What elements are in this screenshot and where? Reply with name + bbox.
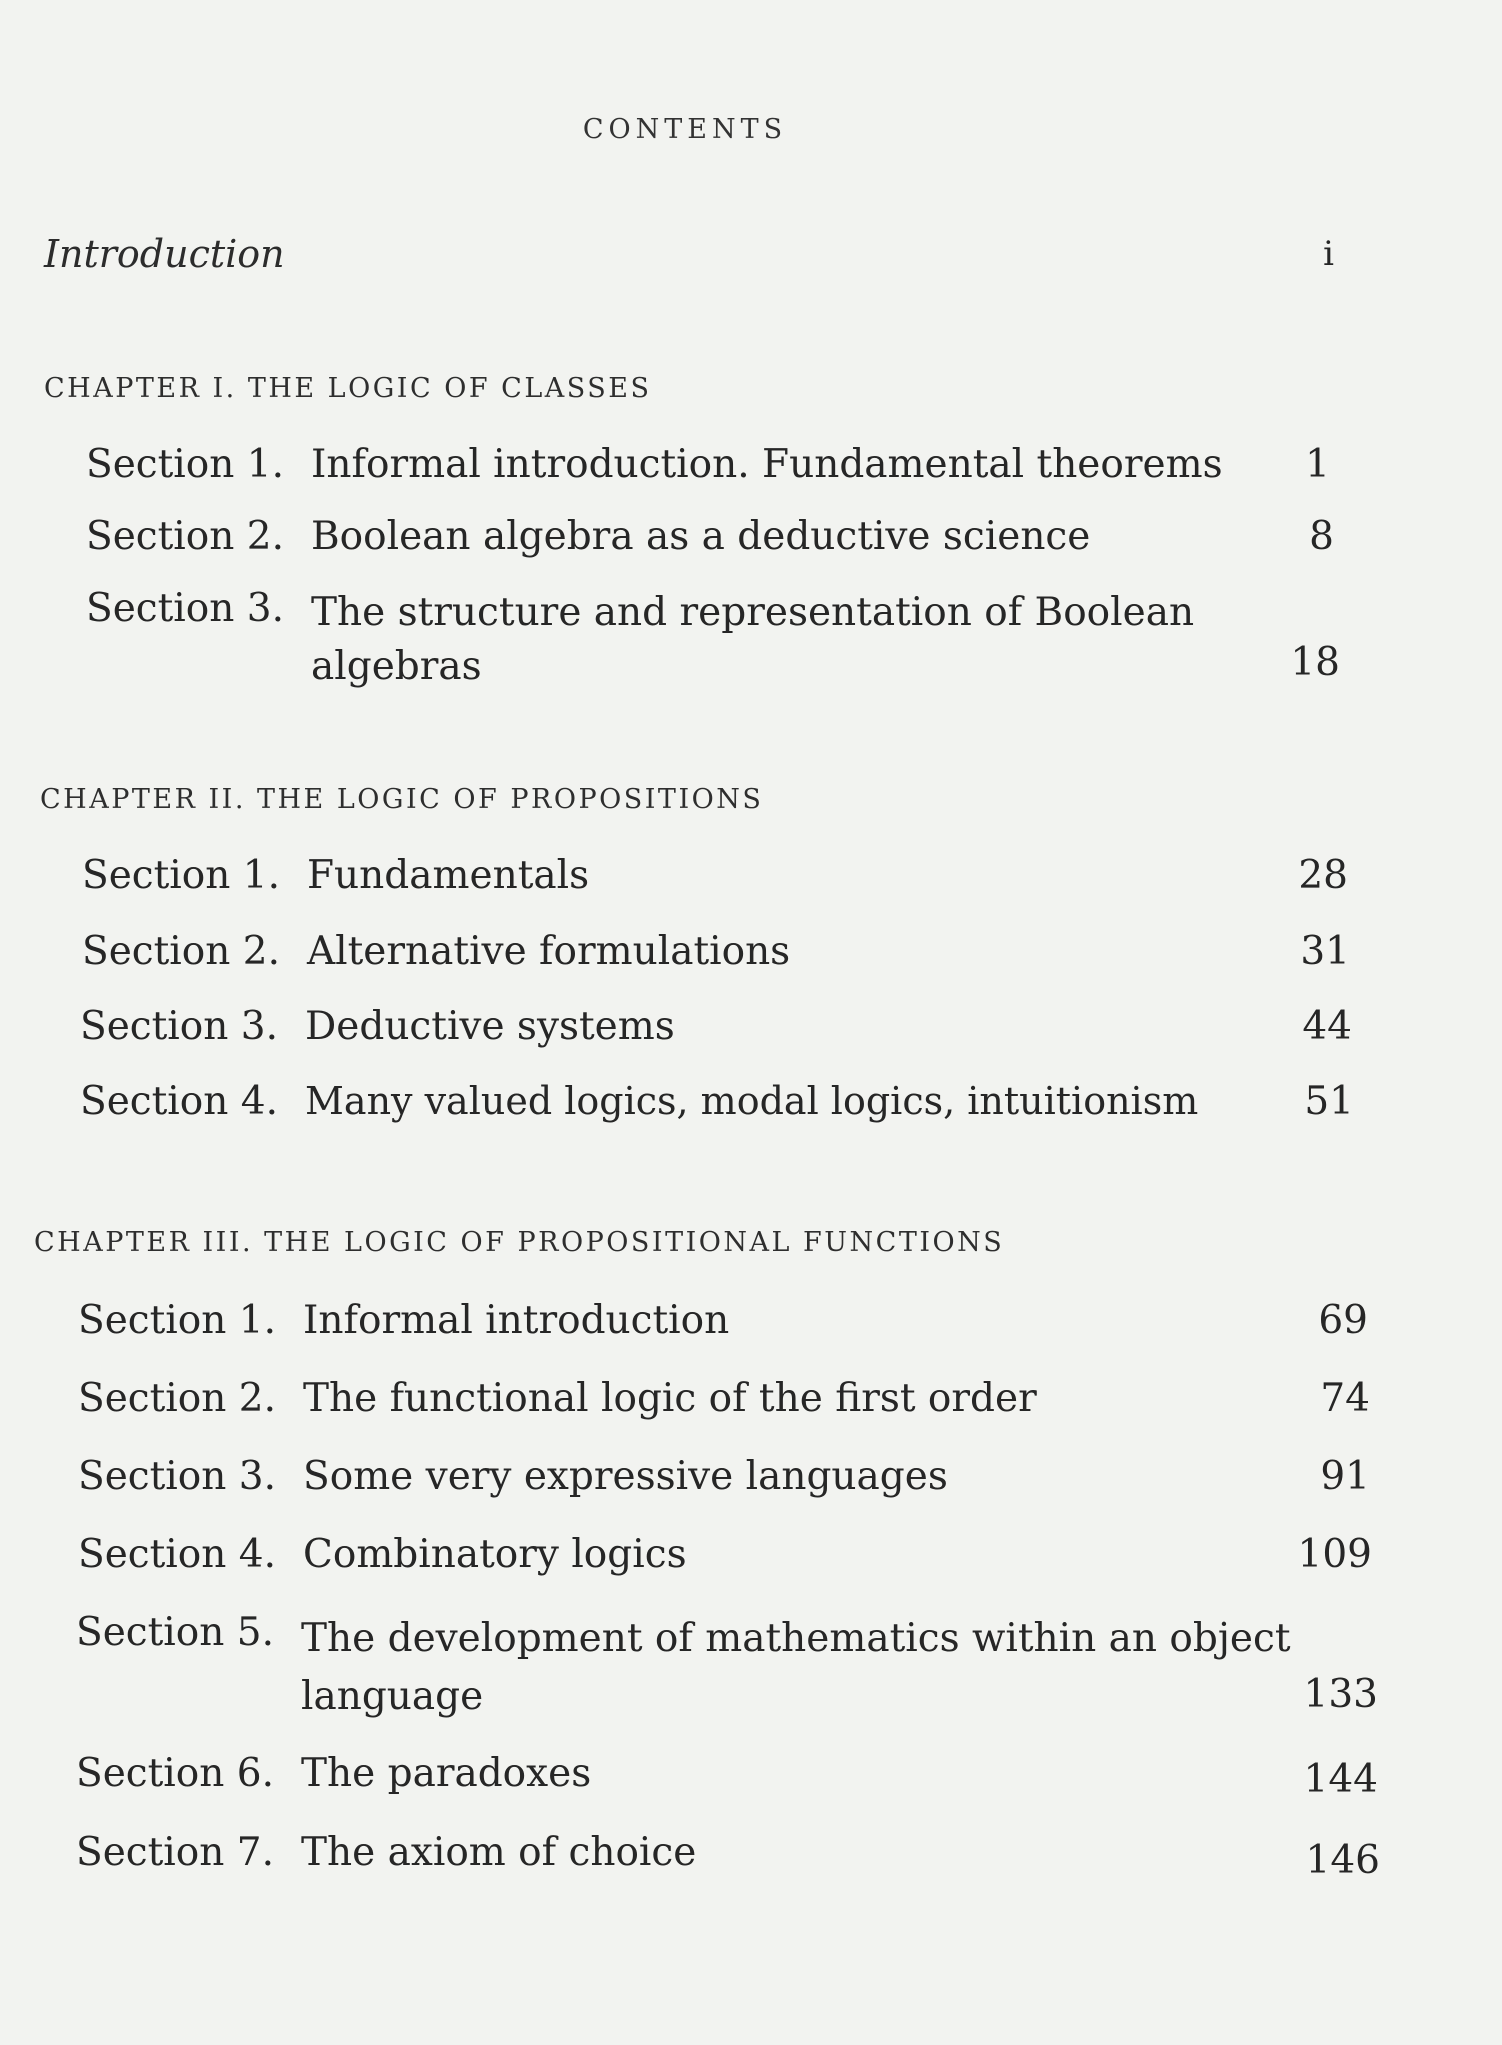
section-number: Section 1. bbox=[86, 442, 284, 487]
toc-entry bbox=[78, 1298, 1368, 1358]
section-number: Section 7. bbox=[76, 1830, 274, 1875]
toc-entry bbox=[82, 853, 1348, 913]
section-title: The paradoxes bbox=[301, 1751, 592, 1796]
section-title: The axiom of choice bbox=[301, 1830, 697, 1875]
chapter-heading-2: CHAPTER II. THE LOGIC OF PROPOSITIONS bbox=[40, 784, 764, 815]
toc-entry bbox=[80, 1004, 1352, 1064]
section-number: Section 3. bbox=[78, 1454, 276, 1499]
section-number: Section 1. bbox=[82, 853, 280, 898]
section-page-number: 69 bbox=[1318, 1298, 1368, 1343]
section-page-number: 146 bbox=[1305, 1838, 1380, 1883]
section-title: The structure and representation of Boolean algebras bbox=[311, 590, 1195, 689]
section-title: The development of mathematics within an object language bbox=[301, 1616, 1291, 1719]
chapter-heading-3: CHAPTER III. THE LOGIC OF PROPOSITIONAL FUNCTIONS bbox=[34, 1227, 1005, 1258]
toc-entry bbox=[82, 929, 1350, 989]
section-page-number: 74 bbox=[1320, 1376, 1370, 1421]
toc-entry bbox=[80, 1079, 1354, 1139]
section-title: Many valued logics, modal logics, intuitionism bbox=[305, 1079, 1199, 1123]
section-title: Boolean algebra as a deductive science bbox=[311, 514, 1091, 559]
toc-entry bbox=[86, 514, 1334, 574]
section-page-number: 31 bbox=[1300, 929, 1350, 974]
section-number: Section 1. bbox=[78, 1298, 276, 1343]
section-number: Section 4. bbox=[78, 1532, 276, 1577]
section-title: Some very expressive languages bbox=[303, 1454, 948, 1499]
section-page-number: 18 bbox=[1290, 640, 1340, 685]
section-title: Fundamentals bbox=[307, 853, 590, 898]
introduction-entry bbox=[44, 232, 1334, 282]
chapter-heading-1: CHAPTER I. THE LOGIC OF CLASSES bbox=[44, 373, 652, 404]
section-page-number: 28 bbox=[1298, 853, 1348, 898]
section-title: Deductive systems bbox=[305, 1004, 675, 1049]
toc-entry bbox=[78, 1532, 1372, 1592]
section-page-number: 91 bbox=[1320, 1454, 1370, 1499]
section-number: Section 3. bbox=[80, 1004, 278, 1049]
section-title: Informal introduction bbox=[303, 1298, 730, 1343]
section-number: Section 2. bbox=[86, 514, 284, 559]
toc-entry bbox=[76, 1751, 1378, 1811]
section-number: Section 5. bbox=[76, 1610, 274, 1655]
toc-entry bbox=[86, 586, 1340, 706]
toc-entry bbox=[78, 1376, 1370, 1436]
section-title: Combinatory logics bbox=[303, 1532, 687, 1577]
section-number: Section 2. bbox=[82, 929, 280, 974]
introduction-label: Introduction bbox=[44, 232, 285, 276]
section-page-number: 109 bbox=[1297, 1532, 1372, 1577]
section-page-number: 44 bbox=[1302, 1004, 1352, 1049]
toc-entry bbox=[86, 442, 1330, 502]
section-title: Informal introduction. Fundamental theorems bbox=[311, 442, 1223, 487]
introduction-page-number: i bbox=[1323, 234, 1334, 274]
section-page-number: 144 bbox=[1303, 1757, 1378, 1802]
section-number: Section 2. bbox=[78, 1376, 276, 1421]
section-page-number: 133 bbox=[1303, 1672, 1378, 1717]
section-number: Section 4. bbox=[80, 1079, 278, 1124]
section-page-number: 1 bbox=[1305, 442, 1330, 487]
section-title: Alternative formulations bbox=[307, 929, 791, 974]
section-number: Section 6. bbox=[76, 1751, 274, 1796]
section-number: Section 3. bbox=[86, 586, 284, 631]
toc-entry bbox=[76, 1610, 1378, 1734]
section-page-number: 51 bbox=[1304, 1079, 1354, 1124]
page-title: CONTENTS bbox=[582, 114, 788, 145]
section-page-number: 8 bbox=[1309, 514, 1334, 559]
toc-entry bbox=[76, 1830, 1380, 1890]
section-title: The functional logic of the first order bbox=[303, 1376, 1037, 1421]
toc-entry bbox=[78, 1454, 1370, 1514]
